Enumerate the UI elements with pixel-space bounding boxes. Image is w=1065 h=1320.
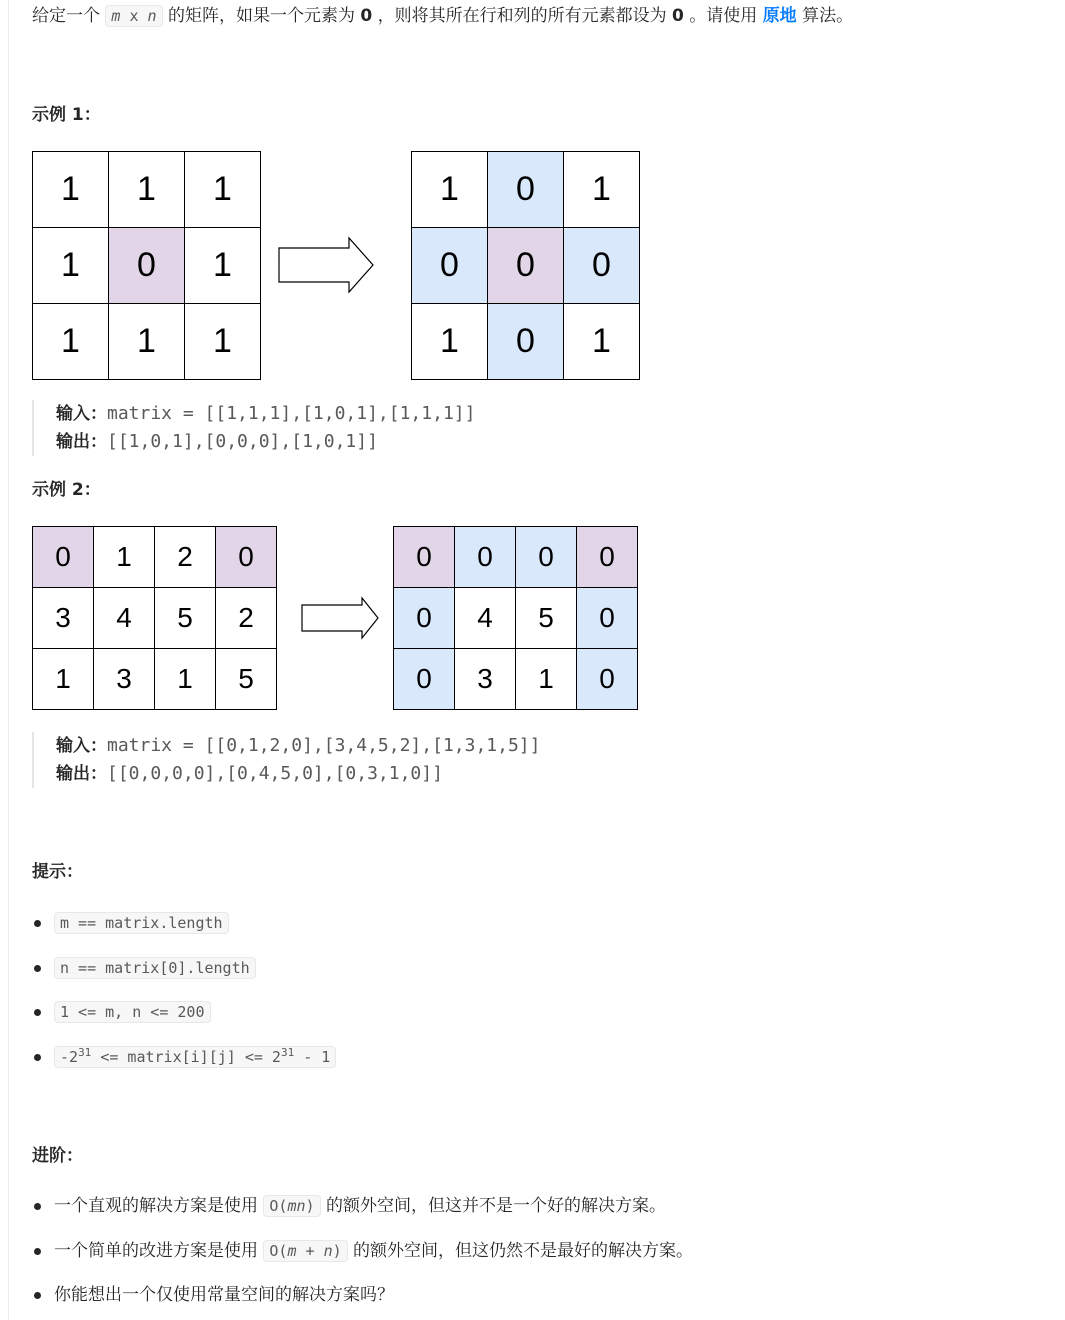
left-divider (8, 0, 9, 1320)
matrix-cell: 1 (185, 228, 261, 304)
constraints-list (32, 901, 336, 1079)
matrix-cell: 0 (394, 649, 455, 710)
arrow-icon (277, 236, 377, 294)
matrix-row (33, 527, 277, 588)
list-item: 一个直观的解决方案是使用 O(mn) 的额外空间，但这并不是一个好的解决方案。 (32, 1184, 693, 1229)
matrix-cell: 2 (155, 527, 216, 588)
inplace-link[interactable]: 原地 (762, 6, 797, 26)
matrix-cell: 0 (33, 527, 94, 588)
matrix-cell: 1 (412, 152, 488, 228)
matrix-cell: 1 (564, 152, 640, 228)
example-2-io: 输入：matrix = [[0,1,2,0],[3,4,5,2],[1,3,1,5]] 输出：[[0,0,0,0],[0,4,5,0],[0,3,1,0]] (32, 732, 540, 788)
example-1-input-matrix (32, 151, 261, 380)
matrix-cell: 5 (516, 588, 577, 649)
matrix-cell: 1 (516, 649, 577, 710)
matrix-row (33, 228, 261, 304)
matrix-cell: 1 (33, 152, 109, 228)
matrix-cell: 2 (216, 588, 277, 649)
example-2-title: 示例 2： (32, 480, 101, 500)
matrix-cell: 1 (185, 304, 261, 380)
matrix-cell: 5 (216, 649, 277, 710)
matrix-cell: 1 (564, 304, 640, 380)
matrix-cell: 0 (109, 228, 185, 304)
matrix-cell: 4 (94, 588, 155, 649)
list-item: 1 <= m, n <= 200 (32, 990, 336, 1035)
matrix-cell: 1 (155, 649, 216, 710)
advanced-title: 进阶： (32, 1146, 83, 1166)
code-matrix-size: m x n (105, 5, 162, 27)
matrix-cell: 0 (488, 152, 564, 228)
matrix-cell: 1 (33, 649, 94, 710)
example-1-output-matrix (411, 151, 640, 380)
matrix-cell: 0 (564, 228, 640, 304)
matrix-cell: 3 (455, 649, 516, 710)
matrix-row (33, 588, 277, 649)
example-1-io: 输入：matrix = [[1,1,1],[1,0,1],[1,1,1]] 输出：[[1,0,1],[0,0,0],[1,0,1]] (32, 400, 475, 456)
example-1-title: 示例 1： (32, 105, 101, 125)
matrix-cell: 1 (109, 304, 185, 380)
matrix-cell: 0 (394, 527, 455, 588)
matrix-cell: 0 (577, 588, 638, 649)
example-2-input-matrix (32, 526, 277, 710)
arrow-icon (300, 596, 382, 642)
list-item: n == matrix[0].length (32, 946, 336, 991)
matrix-cell: 0 (488, 228, 564, 304)
matrix-cell: 1 (412, 304, 488, 380)
list-item: m == matrix.length (32, 901, 336, 946)
matrix-row (33, 152, 261, 228)
followup-list (32, 1184, 693, 1318)
matrix-cell: 0 (577, 649, 638, 710)
matrix-row (412, 152, 640, 228)
matrix-cell: 5 (155, 588, 216, 649)
matrix-row (412, 304, 640, 380)
matrix-cell: 3 (33, 588, 94, 649)
matrix-cell: 0 (394, 588, 455, 649)
matrix-row (33, 649, 277, 710)
matrix-cell: 0 (488, 304, 564, 380)
matrix-cell: 0 (516, 527, 577, 588)
example-2-output-matrix (393, 526, 638, 710)
matrix-cell: 0 (412, 228, 488, 304)
matrix-row (412, 228, 640, 304)
matrix-cell: 1 (33, 304, 109, 380)
matrix-cell: 3 (94, 649, 155, 710)
list-item: 一个简单的改进方案是使用 O(m + n) 的额外空间，但这仍然不是最好的解决方案。 (32, 1229, 693, 1274)
matrix-cell: 4 (455, 588, 516, 649)
matrix-row (394, 649, 638, 710)
problem-description: 给定一个 m x n 的矩阵，如果一个元素为 0 ，则将其所在行和列的所有元素都设为 0 。请使用 原地 算法。 (32, 6, 854, 26)
matrix-cell: 1 (94, 527, 155, 588)
list-item: $-2^{31}$ <= matrix[i][j] <= $2^{31} - 1$ (32, 1035, 336, 1080)
matrix-row (394, 527, 638, 588)
matrix-row (394, 588, 638, 649)
matrix-cell: 1 (33, 228, 109, 304)
matrix-cell: 0 (216, 527, 277, 588)
list-item: 你能想出一个仅使用常量空间的解决方案吗？ (32, 1273, 693, 1318)
hints-title: 提示： (32, 862, 83, 882)
matrix-cell: 1 (109, 152, 185, 228)
matrix-cell: 1 (185, 152, 261, 228)
matrix-row (33, 304, 261, 380)
matrix-cell: 0 (455, 527, 516, 588)
matrix-cell: 0 (577, 527, 638, 588)
